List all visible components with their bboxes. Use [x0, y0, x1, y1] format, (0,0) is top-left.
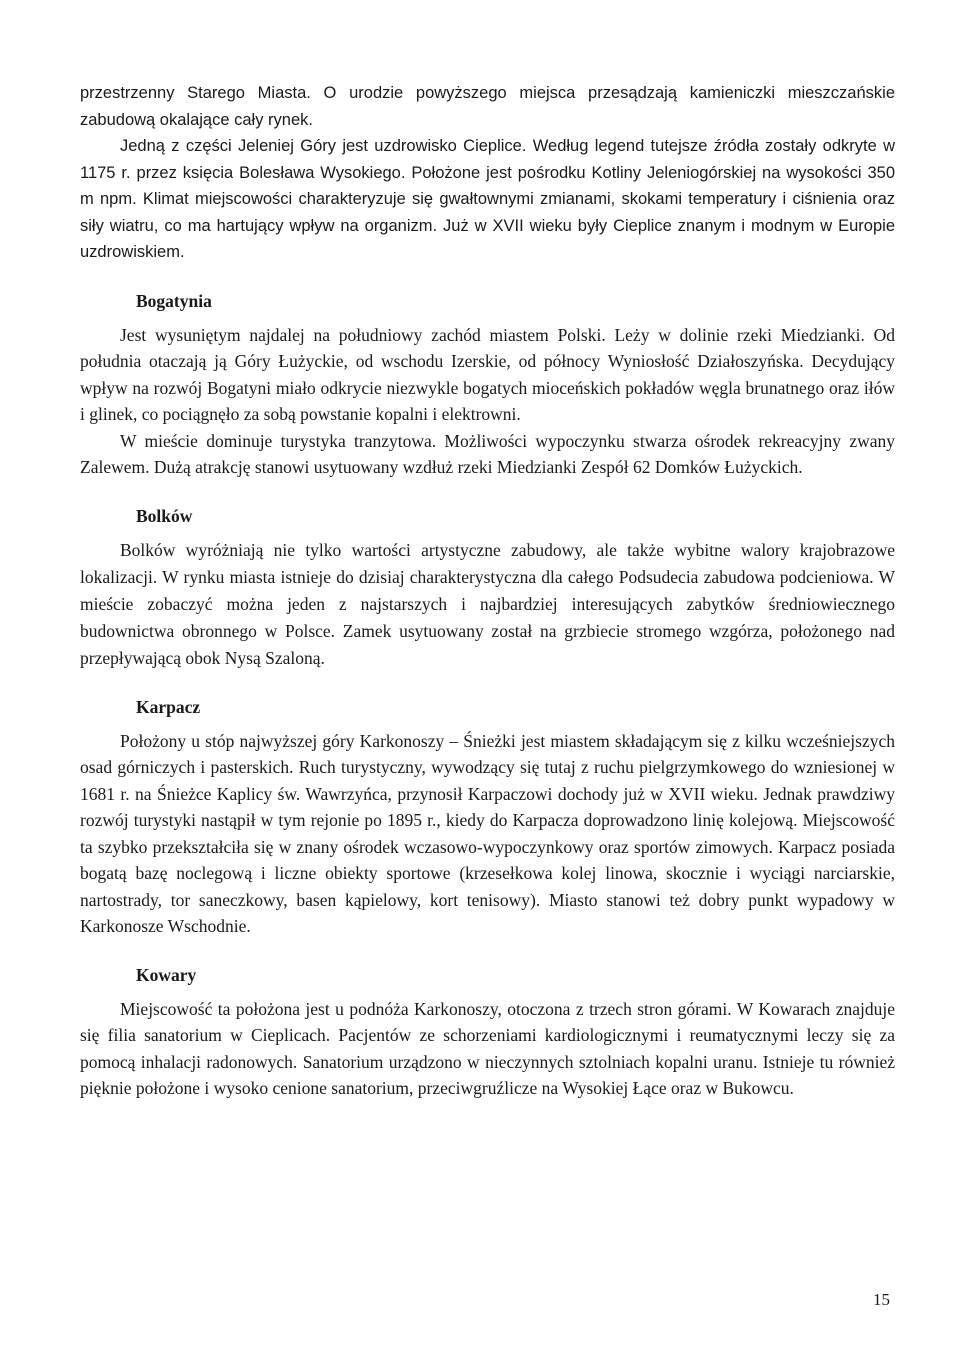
- section-paragraph: Miejscowość ta położona jest u podnóża Karkonoszy, otoczona z trzech stron górami. W Kowarach znajduje się filia sanatorium w Cieplicach. Pacjentów ze schorzeniami kardiologicznymi i reumatycznymi leczy się za pomocą inhalacji radonowych. Sanatorium urządzono w nieczynnych sztolniach kopalni uranu. Istnieje tu również pięknie położone i wysoko cenione sanatorium, przeciwgruźlicze na Wysokiej Łące oraz w Bukowcu.: [80, 998, 895, 1098]
- section-paragraph: W mieście dominuje turystyka tranzytowa. Możliwości wypoczynku stwarza ośrodek rekreacyjny zwany Zalewem. Dużą atrakcję stanowi usytuowany wzdłuż rzeki Miedzianki Zespół 62 Domków Łużyckich.: [80, 430, 895, 477]
- section-bogatynia: [80, 288, 895, 481]
- section-heading: Bolków: [136, 505, 193, 526]
- section-kowary: [80, 962, 895, 1102]
- page-number: 15: [873, 1290, 890, 1309]
- intro-paragraph-1: przestrzenny Starego Miasta. O urodzie powyższego miejsca przesądzają kamieniczki mieszczańskie zabudową okalające cały rynek.: [80, 84, 895, 129]
- page-content: [80, 80, 895, 1102]
- section-heading: Bogatynia: [136, 290, 212, 311]
- section-paragraph: Położony u stóp najwyższej góry Karkonoszy – Śnieżki jest miastem składającym się z kilku wcześniejszych osad górniczych i pasterskich. Ruch turystyczny, wywodzący się tutaj z ruchu pielgrzymkowego do wzniesionej w 1681 r. na Śnieżce Kaplicy św. Wawrzyńca, przynosił Karpaczowi dochody już w XVII wieku. Jednak prawdziwy rozwój turystyki nastąpił w tym rejonie po 1895 r., kiedy do Karpacza doprowadzono linię kolejową. Miejscowość ta szybko przekształciła się w znany ośrodek wczasowo-wypoczynkowy oraz sportów zimowych. Karpacz posiada bogatą bazę noclegową i liczne obiekty sportowe (krzesełkowa kolej linowa, skocznie i wyciągi narciarskie, nartostrady, tor saneczkowy, basen kąpielowy, kort tenisowy). Miasto stanowi też dobry punkt wypadowy w Karkonosze Wschodnie.: [80, 730, 895, 936]
- section-paragraph: Bolków wyróżniają nie tylko wartości artystyczne zabudowy, ale także wybitne walory krajobrazowe lokalizacji. W rynku miasta istnieje do dzisiaj charakterystyczna dla całego Podsudecia zabudowa podcieniowa. W mieście zobaczyć można jeden z najstarszych i najbardziej interesujących zabytków średniowiecznego budownictwa obronnego w Polsce. Zamek usytuowany został na grzbiecie stromego wzgórza, położonego nad przepływającą obok Nysą Szaloną.: [80, 539, 895, 668]
- section-paragraph: Jest wysuniętym najdalej na południowy zachód miastem Polski. Leży w dolinie rzeki Miedzianki. Od południa otaczają ją Góry Łużyckie, od wschodu Izerskie, od północy Wyniosłość Działoszyńska. Decydujący wpływ na rozwój Bogatyni miało odkrycie niezwykle bogatych mioceńskich pokładów węgla brunatnego oraz iłów i glinek, co pociągnęło za sobą powstanie kopalni i elektrowni.: [80, 324, 895, 424]
- intro-paragraph-2: Jedną z części Jeleniej Góry jest uzdrowisko Cieplice. Według legend tutejsze źródła zostały odkryte w 1175 r. przez księcia Bolesława Wysokiego. Położone jest pośrodku Kotliny Jeleniogórskiej na wysokości 350 m npm. Klimat miejscowości charakteryzuje się gwałtownymi zmianami, skokami temperatury i ciśnienia oraz siły wiatru, co ma hartujący wpływ na organizm. Już w XVII wieku były Cieplice znanym i modnym w Europie uzdrowiskiem.: [80, 137, 895, 261]
- section-heading: Karpacz: [136, 696, 201, 717]
- intro-block: [80, 80, 895, 266]
- section-karpacz: [80, 694, 895, 940]
- section-heading: Kowary: [136, 964, 197, 985]
- section-bolkow: [80, 503, 895, 672]
